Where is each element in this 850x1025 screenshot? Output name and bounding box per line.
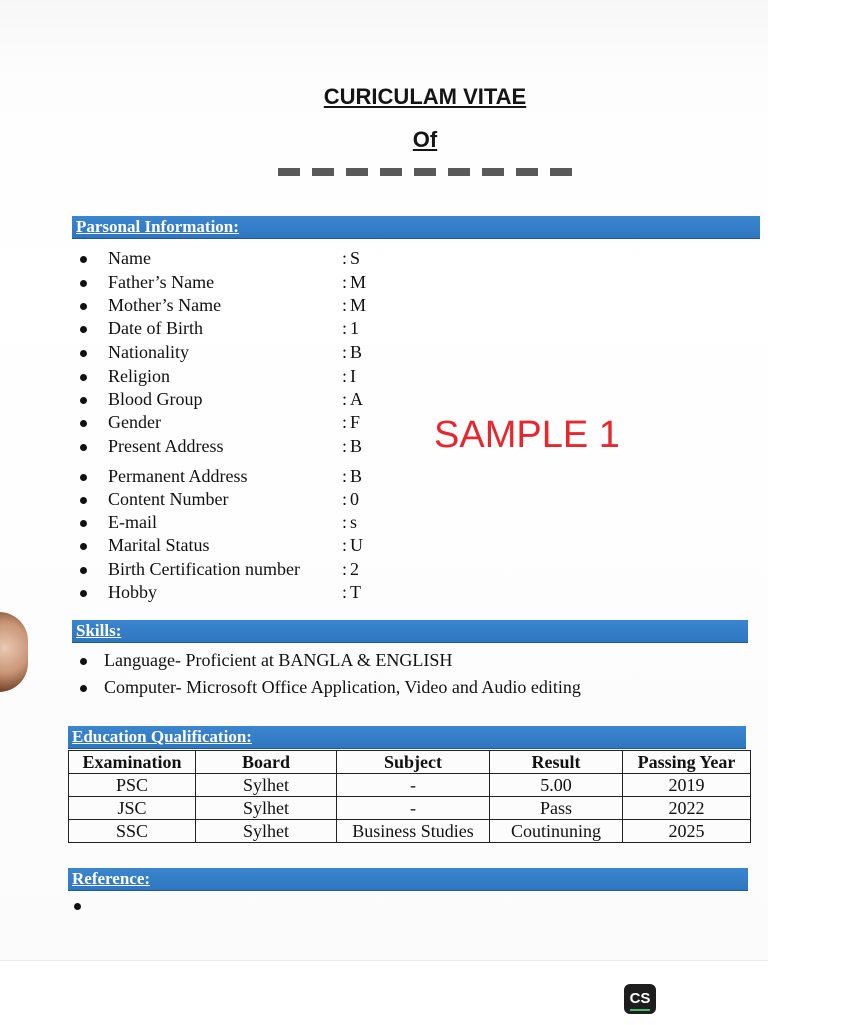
info-label: Present Address	[108, 436, 224, 456]
info-value: B	[350, 342, 363, 362]
info-label: Hobby	[108, 582, 157, 602]
table-cell: -	[337, 797, 490, 820]
bullet-icon	[80, 590, 87, 597]
info-value: B	[350, 436, 363, 456]
education-table	[68, 750, 751, 843]
section-heading: Education Qualification:	[72, 727, 252, 746]
table-row	[69, 797, 751, 820]
bullet-icon	[80, 567, 87, 574]
bullet-icon	[80, 303, 87, 310]
table-cell: 2019	[623, 774, 751, 797]
info-value: F	[350, 412, 361, 432]
info-label: Religion	[108, 366, 170, 386]
table-cell: 5.00	[490, 774, 623, 797]
info-value: U	[350, 535, 363, 555]
cv-title: CURICULAM VITAE	[323, 84, 527, 109]
table-cell: Business Studies	[337, 820, 490, 843]
table-cell: Sylhet	[196, 797, 337, 820]
bullet-icon	[80, 497, 87, 504]
info-label: Blood Group	[108, 389, 203, 409]
info-value: 0	[350, 489, 359, 509]
bullet-icon	[80, 520, 87, 527]
info-label: Birth Certification number	[108, 559, 300, 579]
bullet-icon	[80, 444, 87, 451]
table-cell: JSC	[69, 797, 196, 820]
info-label: Permanent Address	[108, 466, 248, 486]
bullet-icon	[80, 474, 87, 481]
table-cell: Sylhet	[196, 774, 337, 797]
redacted-name	[278, 168, 574, 176]
info-value: B	[350, 466, 363, 486]
cv-title-of: Of	[412, 127, 438, 152]
table-cell: Pass	[490, 797, 623, 820]
column-header: Result	[490, 751, 623, 774]
info-label: Father’s Name	[108, 272, 215, 292]
section-education	[68, 726, 746, 748]
reference-bullet-icon	[74, 903, 81, 910]
info-label: Name	[108, 248, 151, 268]
column-header: Passing Year	[623, 751, 751, 774]
info-label: Content Number	[108, 489, 229, 509]
section-heading: Skills:	[76, 621, 122, 640]
table-cell: Sylhet	[196, 820, 337, 843]
info-value: 1	[350, 318, 359, 338]
table-cell: 2022	[623, 797, 751, 820]
section-skills	[72, 620, 748, 642]
section-heading: Parsonal Information:	[76, 217, 239, 236]
info-label: Nationality	[108, 342, 189, 362]
bullet-icon	[80, 326, 87, 333]
info-label: E-mail	[108, 512, 157, 532]
bullet-icon	[80, 685, 87, 692]
info-label: Mother’s Name	[108, 295, 222, 315]
info-value: s	[350, 512, 358, 532]
column-header: Board	[196, 751, 337, 774]
section-reference	[68, 868, 748, 890]
bullet-icon	[80, 543, 87, 550]
info-value: M	[350, 295, 367, 315]
info-value: T	[350, 582, 361, 602]
bullet-icon	[80, 280, 87, 287]
skill-text: Computer- Microsoft Office Application, Video and Audio editing	[104, 677, 581, 697]
table-cell: Coutinuning	[490, 820, 623, 843]
sample-watermark: SAMPLE 1	[434, 414, 620, 456]
bullet-icon	[80, 658, 87, 665]
info-value: I	[350, 366, 356, 386]
bullet-icon	[80, 374, 87, 381]
bullet-icon	[80, 397, 87, 404]
table-row	[69, 774, 751, 797]
column-header: Examination	[69, 751, 196, 774]
table-row	[69, 820, 751, 843]
table-cell: -	[337, 774, 490, 797]
info-label: Gender	[108, 412, 161, 432]
section-personal-information	[72, 216, 760, 238]
column-header: Subject	[337, 751, 490, 774]
info-value: M	[350, 272, 367, 292]
skill-text: Language- Proficient at BANGLA & ENGLISH	[104, 650, 453, 670]
info-label: Date of Birth	[108, 318, 203, 338]
section-heading: Reference:	[72, 869, 151, 888]
info-value: A	[350, 389, 363, 409]
bullet-icon	[80, 256, 87, 263]
table-cell: SSC	[69, 820, 196, 843]
table-header-row	[69, 751, 751, 774]
bullet-icon	[80, 420, 87, 427]
table-cell: PSC	[69, 774, 196, 797]
info-label: Marital Status	[108, 535, 210, 555]
camscanner-badge[interactable]: CS	[624, 984, 656, 1014]
bullet-icon	[80, 350, 87, 357]
table-cell: 2025	[623, 820, 751, 843]
info-value: S	[350, 248, 361, 268]
info-value: 2	[350, 559, 359, 579]
